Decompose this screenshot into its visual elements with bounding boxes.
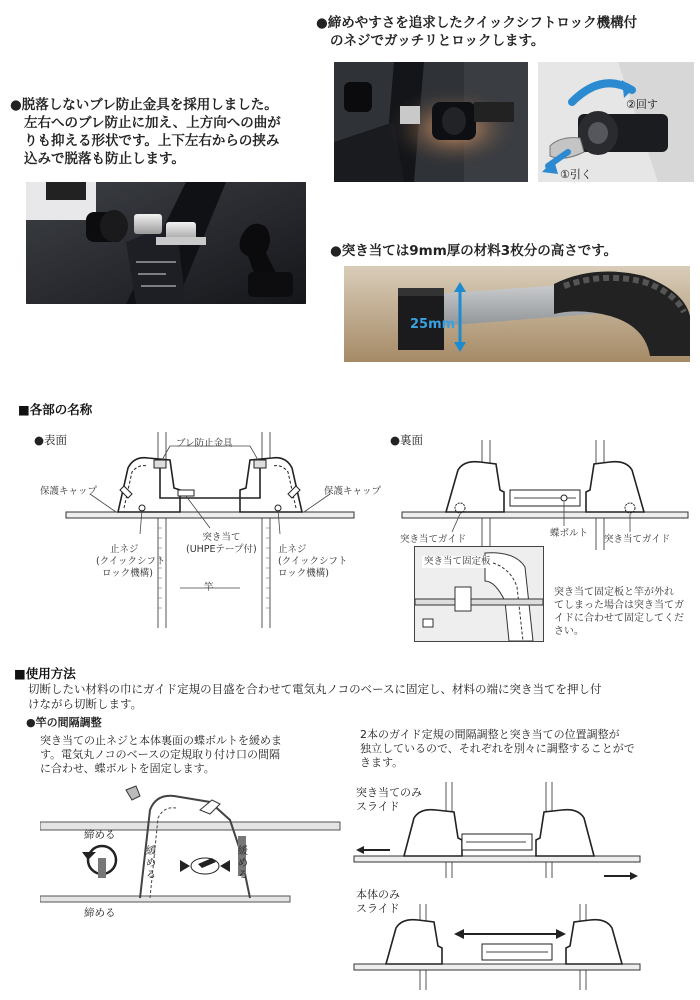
slide-stopper-line-1: 突き当てのみ bbox=[356, 786, 422, 799]
feature-quicklock-line-2: のネジでガッチリとロックします。 bbox=[330, 33, 545, 49]
loosen-left-2: め bbox=[146, 858, 156, 869]
independent-adjust-text bbox=[360, 728, 690, 770]
quicklock-photo bbox=[334, 62, 528, 182]
antidrop-bracket-photo bbox=[26, 182, 306, 304]
cap-right-label: 保護キャップ bbox=[324, 486, 382, 497]
usage-intro-line-1: 切断したい材料の巾にガイド定規の目盛を合わせて電気丸ノコのベースに固定し、材料の端に突き当てを押し付 bbox=[28, 682, 602, 696]
slide-body-diagram bbox=[350, 884, 690, 994]
loosen-right-1: 緩 bbox=[238, 846, 248, 857]
plate-note-line-4: さい。 bbox=[554, 626, 584, 637]
feature-quicklock-text bbox=[316, 14, 696, 50]
feature-height-text bbox=[330, 242, 700, 260]
plate-label: 突き当て固定板 bbox=[424, 556, 491, 567]
usage-intro-line-2: けながら切断します。 bbox=[28, 697, 143, 711]
front-label: ●表面 bbox=[34, 433, 68, 447]
loosen-left-3: る bbox=[146, 870, 156, 881]
stopper-label bbox=[186, 532, 257, 556]
plate-note-line-2: てしまった場合は突き当てガ bbox=[554, 600, 684, 611]
loosen-right-3: る bbox=[238, 870, 248, 881]
loosen-left-1: 緩 bbox=[146, 846, 156, 857]
screw-left-line-3: ロック機構) bbox=[102, 568, 154, 579]
quicklock-diagram bbox=[538, 62, 694, 182]
back-label: ●裏面 bbox=[390, 433, 424, 447]
feature-antidrop-text bbox=[10, 96, 320, 168]
rod-adjust-line-1: 突き当ての止ネジと本体裏面の蝶ボルトを緩めま bbox=[40, 734, 282, 747]
feature-height-line: ●突き当ては9mm厚の材料3枚分の高さです。 bbox=[330, 243, 618, 259]
rod-adjust-diagram bbox=[40, 780, 350, 920]
plate-note-line-3: イドに合わせて固定してくだ bbox=[554, 613, 684, 624]
usage-intro bbox=[28, 682, 696, 712]
rod-adjust-line-2: す。電気丸ノコのベースの定規取り付け口の間隔 bbox=[40, 748, 281, 761]
front-diagram bbox=[30, 428, 390, 628]
slide-stopper-diagram bbox=[350, 782, 690, 882]
height-label: 25mm bbox=[410, 317, 456, 332]
rod-adjust-text bbox=[40, 734, 360, 776]
independent-line-3: きます。 bbox=[360, 756, 404, 769]
feature-antidrop-line-2: 左右へのブレ防止に加え、上方向への曲が bbox=[24, 115, 281, 131]
step-turn-label: ②回す bbox=[626, 98, 658, 111]
rod-label: 竿 bbox=[204, 582, 214, 593]
tighten-top-label: 締める bbox=[84, 829, 116, 841]
step-pull-label: ①引く bbox=[560, 168, 592, 181]
rod-adjust-title: ●竿の間隔調整 bbox=[26, 716, 102, 729]
feature-quicklock-line-1: ●締めやすさを追求したクイックシフトロック機構付 bbox=[316, 15, 638, 31]
loosen-right-2: め bbox=[238, 858, 248, 869]
guide-left-label: 突き当てガイド bbox=[400, 534, 467, 545]
independent-line-2: 独立しているので、それぞれを別々に調整することがで bbox=[360, 742, 635, 755]
bolt-label: 蝶ボルト bbox=[550, 528, 589, 539]
screw-left-line-1: 止ネジ bbox=[110, 544, 139, 555]
screw-left-label bbox=[96, 544, 166, 580]
screw-right-line-2: (クイックシフト bbox=[278, 556, 348, 567]
slide-body-line-1: 本体のみ bbox=[356, 888, 400, 901]
feature-antidrop-line-1: ●脱落しないブレ防止金具を採用しました。 bbox=[10, 97, 278, 113]
independent-line-1: 2本のガイド定規の間隔調整と突き当ての位置調整が bbox=[360, 728, 620, 741]
slide-body-line-2: スライド bbox=[356, 902, 400, 915]
tighten-bottom-label: 締める bbox=[84, 907, 116, 919]
plate-note bbox=[554, 586, 694, 638]
bure-label: ブレ防止金具 bbox=[176, 438, 233, 449]
screw-right-line-1: 止ネジ bbox=[278, 544, 307, 555]
stopper-height-photo bbox=[344, 266, 690, 362]
stopper-label-line-2: (UHPEテープ付) bbox=[186, 544, 257, 555]
cap-left-label: 保護キャップ bbox=[40, 486, 98, 497]
usage-title: ■使用方法 bbox=[14, 666, 76, 681]
parts-title: ■各部の名称 bbox=[18, 402, 93, 417]
screw-right-line-3: ロック機構) bbox=[278, 568, 330, 579]
guide-right-label: 突き当てガイド bbox=[604, 534, 671, 545]
slide-stopper-line-2: スライド bbox=[356, 800, 400, 813]
screw-left-line-2: (クイックシフト bbox=[96, 556, 166, 567]
rod-adjust-line-3: に合わせ、蝶ボルトを固定します。 bbox=[40, 762, 215, 775]
plate-note-line-1: 突き当て固定板と竿が外れ bbox=[554, 587, 674, 598]
feature-antidrop-line-3: りも抑える形状です。上下左右からの挟み bbox=[24, 133, 280, 149]
stopper-label-line-1: 突き当て bbox=[202, 532, 241, 543]
feature-antidrop-line-4: 込みで脱落も防止します。 bbox=[24, 151, 185, 167]
screw-right-label bbox=[278, 544, 348, 580]
